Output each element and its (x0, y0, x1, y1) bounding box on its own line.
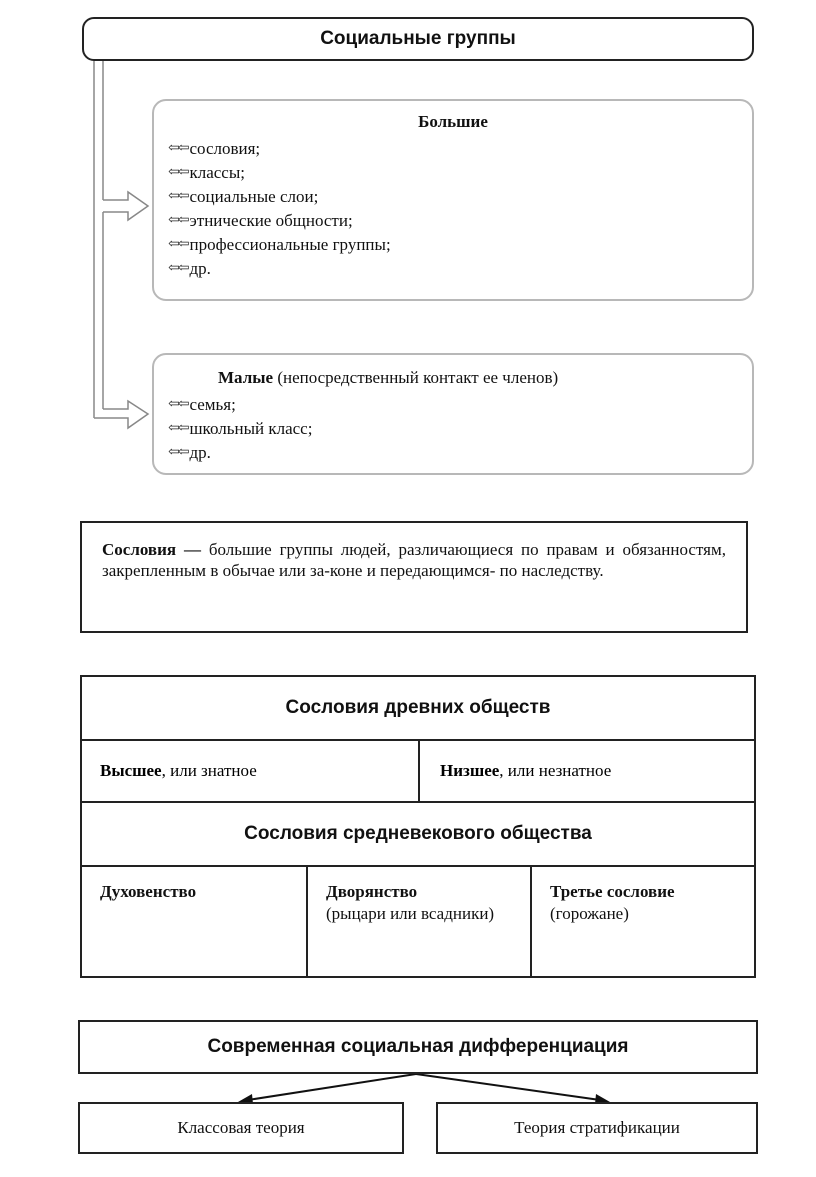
estates-table (80, 675, 756, 978)
list-item: ⇦⇦ др. (168, 257, 738, 281)
third-estate-cell: Третье сословие (горожане) (550, 882, 675, 923)
class-theory-label: Классовая теория (177, 1118, 305, 1137)
class-theory-box (78, 1102, 404, 1154)
list-item: ⇦⇦ школьный класс; (168, 417, 738, 441)
nobility-cell: Дворянство (рыцари или всадники) (308, 867, 532, 976)
definition-text: большие группы людей, различающиеся по правам и обязанностям, закрепленным в обычае или за-коне и передающимся- по наследству. (102, 540, 727, 580)
social-groups-title (82, 17, 754, 61)
medieval-title: Сословия средневекового общества (244, 823, 592, 844)
big-groups-box (152, 99, 754, 301)
clergy-cell: Духовенство (82, 867, 308, 976)
ancient-estates-row (82, 741, 754, 803)
double-arrow-icon: ⇦⇦ (168, 445, 188, 460)
higher-estate-cell: Высшее , или знатное (82, 741, 420, 801)
big-groups-heading: Большие (418, 112, 488, 131)
double-arrow-icon: ⇦⇦ (168, 261, 188, 276)
medieval-title-row (82, 803, 754, 867)
double-arrow-icon: ⇦⇦ (168, 141, 188, 156)
double-arrow-icon: ⇦⇦ (168, 237, 188, 252)
double-arrow-icon: ⇦⇦ (168, 165, 188, 180)
double-arrow-icon: ⇦⇦ (168, 213, 188, 228)
stratification-theory-label: Теория стратификации (514, 1118, 680, 1137)
list-item: ⇦⇦ социальные слои; (168, 185, 738, 209)
social-groups-title-text: Социальные группы (320, 28, 516, 49)
double-arrow-icon: ⇦⇦ (168, 189, 188, 204)
arrow-line-right (416, 1074, 600, 1100)
modern-differentiation-title: Современная социальная дифференциация (207, 1036, 629, 1057)
estates-definition (80, 521, 748, 633)
ancient-title: Сословия древних обществ (285, 697, 551, 718)
list-item: ⇦⇦ классы; (168, 161, 738, 185)
list-item: ⇦⇦ профессиональные группы; (168, 233, 738, 257)
arrow-to-small-groups (94, 401, 148, 428)
medieval-estates-row (82, 867, 754, 976)
list-item: ⇦⇦ этнические общности; (168, 209, 738, 233)
lower-estate-cell: Низшее , или незнатное (440, 761, 612, 780)
double-arrow-icon: ⇦⇦ (168, 421, 188, 436)
double-arrow-icon: ⇦⇦ (168, 397, 188, 412)
small-groups-box (152, 353, 754, 475)
list-item: ⇦⇦ др. (168, 441, 738, 465)
list-item: ⇦⇦ семья; (168, 393, 738, 417)
list-item: ⇦⇦ сословия; (168, 137, 738, 161)
definition-term: Сословия — (102, 540, 201, 559)
arrow-to-big-groups (103, 192, 148, 220)
ancient-title-row (82, 677, 754, 741)
stratification-theory-box (436, 1102, 758, 1154)
modern-differentiation-box (78, 1020, 758, 1074)
arrow-line-left (248, 1074, 416, 1100)
small-groups-heading: Малые (непосредственный контакт ее членов) (218, 368, 559, 387)
